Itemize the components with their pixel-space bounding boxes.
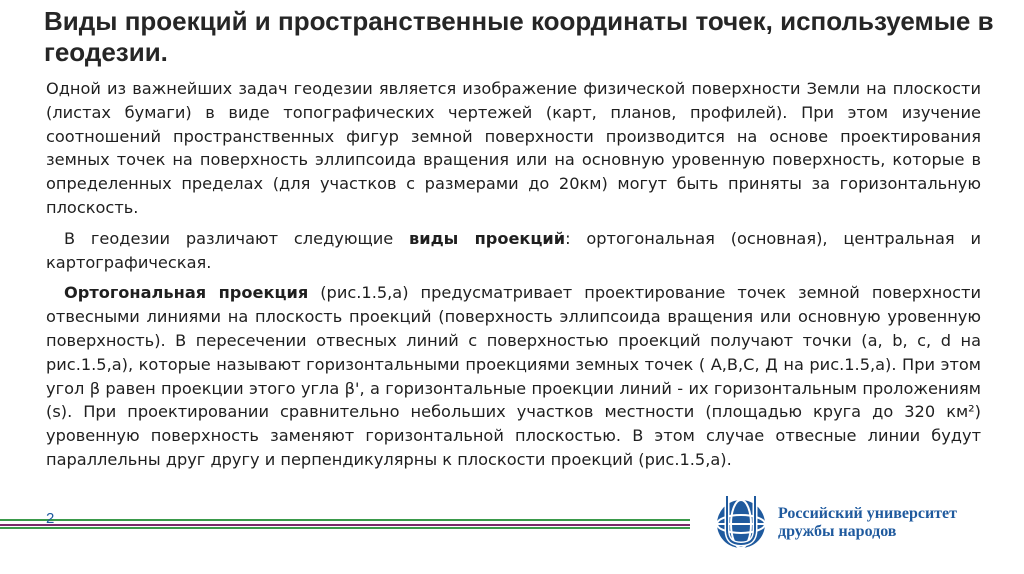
university-name-line1: Российский университет bbox=[778, 505, 957, 522]
page-number: 2 bbox=[46, 510, 55, 527]
footer-divider bbox=[0, 518, 690, 530]
paragraph-2-text-start: В геодезии различают следующие bbox=[64, 228, 409, 248]
paragraph-2-bold-term: виды проекций bbox=[408, 228, 566, 248]
paragraph-1-text: Одной из важнейших задач геодезии является изображение физической поверхности Земли на плоскости (листах бумаги) в виде топографических чертежей (карт, планов, профилей). При этом изучение соотношений пространственных фигур земной поверхности производится на основе проектирования земных точек на поверхность эллипсоида вращения или на основную уровенную поверхность, которые в определенных пределах (для участков с размерами до 20км) могут быть приняты за горизонтальную плоскость. bbox=[46, 79, 981, 217]
paragraph-3 bbox=[46, 281, 981, 471]
paragraph-2 bbox=[46, 227, 981, 275]
university-name bbox=[778, 505, 957, 541]
paragraph-2-text-end: : ортогональная (основная), центральная и картографическая. bbox=[46, 228, 981, 272]
paragraph-3-bold-term: Ортогональная проекция bbox=[64, 283, 309, 303]
slide-body bbox=[46, 77, 981, 479]
university-name-line2: дружбы народов bbox=[778, 523, 897, 540]
paragraph-1 bbox=[46, 77, 981, 220]
slide-title: Виды проекций и пространственные координаты точек, используемые в геодезии. bbox=[44, 6, 994, 67]
paragraph-3-text: (рис.1.5,а) предусматривает проектирование точек земной поверхности отвесными линиями на плоскость проекций (поверхность эллипсоида вращения или основную уровенную поверхность). В пересечении отвесных линий с поверхностью проекций получают точки (a, b, c, d на рис.1.5,а), которые называют горизонтальными проекциями земных точек ( А,В,С, Д на рис.1.5,а). При этом угол β равен проекции этого угла β', а горизонтальные проекции линий - их горизонтальным проложениям (s). При проектировании сравнительно небольших участков местности (площадью круга до 320 км²) уровенную поверхность заменяют горизонтальной плоскостью. В этом случае отвесные линии будут параллельны друг другу и перпендикулярны к плоскости проекций (рис.1.5,а). bbox=[46, 283, 982, 469]
